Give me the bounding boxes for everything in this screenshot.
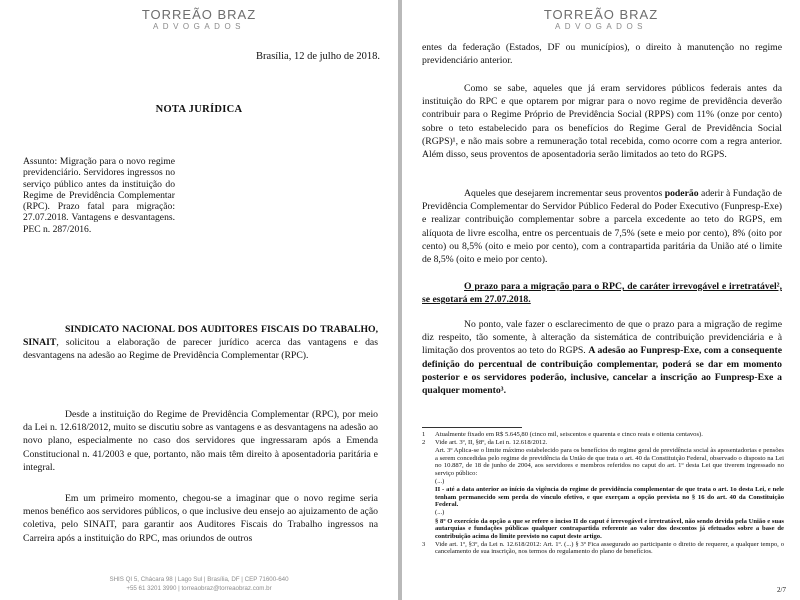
footnote-text: Vide art. 1º, §3º, da Lei n. 12.618/2012: Art. 1º. (...) § 3º Fica assegurado ao participante o direito de requerer, a qualquer tempo, o cancelamento de sua inscrição, nos termos do regulamento do plano de benefícios. [435, 540, 784, 556]
page-1 [0, 0, 398, 600]
footnote-text: Atualmente fixado em R$ 5.645,80 (cinco mil, seiscentos e quarenta e cinco reais e oitenta centavos). [435, 431, 703, 438]
page-number: 2/7 [777, 586, 786, 594]
footnote-number: 1 [422, 431, 426, 438]
paragraph-1 [23, 323, 378, 363]
paragraph-clarification [422, 318, 782, 397]
logo-name: TORREÃO BRAZ [543, 7, 659, 22]
footnote-item [422, 478, 784, 486]
deadline-text: O prazo para a migração para o RPC, de caráter irrevogável e irretratável², se esgotará em 27.07.2018. [422, 281, 782, 306]
footnote-text: § 8º O exercício da opção a que se refere o inciso II do caput é irrevogável e irretratável, não sendo devida pela União e suas autarquias e fundações públicas qualquer contrapartida referente ao valor dos descontos já efetuados sobre a base de contribuição acima do limite previsto no caput deste artigo. [435, 517, 784, 540]
footnote-number [422, 447, 435, 477]
subject-block: Assunto: Migração para o novo regime previdenciário. Servidores ingressos no serviço público antes da instituição do Regime de Previdência Complementar (RPC). Prazo fatal para migração: 27.07.2018. Vantagens e desvantagens. PEC n. 287/2016. [23, 156, 175, 235]
paragraph-funpresp-bold: poderão [664, 188, 699, 199]
paragraph-3 [23, 492, 378, 545]
document-title: NOTA JURÍDICA [155, 104, 243, 115]
paragraph-clarification-bold: A adesão ao Funpresp-Exe, com a consequente definição do percentual de contribuição complementar, poderá se dar em momento posterior e os servidores poderão, inclusive, cancelar a inscrição ao Funpresp-Exe a qualquer momento³. [422, 345, 782, 397]
logo-name: TORREÃO BRAZ [141, 7, 257, 22]
paragraph-funpresp-text-b: aderir à Fundação de Previdência Complementar do Servidor Público Federal do Poder Executivo (Funpresp-Exe) e realizar contribuição complementar sobre a parcela excedente ao teto do RGPS, em alíquota de livre escolha, entre os percentuais de 7,5% (sete e meio por cento), 8% (oito por cento) ou 8,5% (oito e meio por cento), com a contrapartida paritária da União até o limite de 8,5% (oito e meio por cento). [422, 188, 782, 266]
footnote-number: 3 [422, 540, 426, 548]
deadline-paragraph [422, 280, 782, 306]
paragraph-2-text: Desde a instituição do Regime de Previdência Complementar (RPC), por meio da Lei n. 12.618/2012, muito se discutiu sobre as vantagens e as desvantagens na adesão ao novo plano, especialmente no caso dos servidores que ingressaram após a Emenda Constitucional n. 41/2003 e que, portanto, não mais têm direito à aposentadoria paritária e integral. [23, 409, 378, 473]
footnote-text: (...) [435, 478, 445, 486]
logo-subtitle: ADVOGADOS [554, 22, 648, 31]
firm-logo [402, 8, 800, 32]
footnote-item [422, 431, 784, 439]
footnote-text: II - até a data anterior ao início da vigência do regime de previdência complementar de que trata o art. 1o desta Lei, e nele tenham permanecido sem perda do vínculo efetivo, e que exerçam a opção prevista no § 16 do art. 40 da Constituição Federal. [435, 486, 784, 509]
footer-address: SHIS QI 5, Chácara 98 | Lago Sul | Brasília, DF | CEP 71600-640 [109, 576, 289, 583]
continued-paragraph: entes da federação (Estados, DF ou municípios), o direito à manutenção no regime previdenciário anterior. [422, 42, 782, 67]
footnote-item [422, 509, 784, 517]
footnote-text: (...) [435, 509, 445, 517]
paragraph-clarification-text: No ponto, vale fazer o esclarecimento de que o prazo para a migração de regime diz respeito, tão somente, à alteração da sistemática de contribuição previdenciária e à limitação dos proventos ao teto do RGPS. [422, 319, 782, 357]
paragraph-1-text: , solicitou a elaboração de parecer jurídico acerca das vantagens e das desvantagens na adesão ao Regime de Previdência Complementar (RPC). [23, 337, 378, 362]
document-date: Brasília, 12 de julho de 2018. [256, 51, 380, 62]
page-2 [402, 0, 800, 600]
paragraph-3-text: Em um primeiro momento, chegou-se a imaginar que o novo regime seria menos benéfico aos servidores públicos, o que inclusive deu ensejo ao ajuizamento de ação coletiva, pelo SINAIT, para garantir aos Auditores Fiscais do Trabalho ingressos na Carreira após a instituição do RPC, mas oriundos de outros [23, 493, 378, 544]
footnote-item [422, 541, 784, 556]
footnote-divider [422, 427, 522, 428]
paragraph-rpps [422, 82, 782, 161]
footnote-number [422, 518, 435, 541]
paragraph-2 [23, 408, 378, 474]
paragraph-rpps-text: Como se sabe, aqueles que já eram servidores públicos federais antes da instituição do RPC e que optarem por migrar para o novo regime de previdência deverão contribuir para o Regime Próprio de Previdência Social (RPPS) com 11% (onze por cento) sobre o teto estabelecido para os benefícios do Regime Geral de Previdência Social (RGPS)¹, e não mais sobre a remuneração total recebida, como ocorre com a regra anterior. Além disso, seus proventos de aposentadoria serão limitados ao teto do RGPS. [422, 83, 782, 161]
footnote-number [422, 509, 435, 517]
footnote-number [422, 486, 435, 509]
footnote-item [422, 439, 784, 447]
logo-subtitle: ADVOGADOS [152, 22, 246, 31]
paragraph-funpresp [422, 187, 782, 266]
firm-logo [0, 8, 398, 32]
paragraph-1-bold: SINDICATO NACIONAL DOS AUDITORES FISCAIS DO TRABALHO, SINAIT [23, 324, 378, 349]
footnote-text: Vide art. 3º, II, §8º, da Lei n. 12.618/2012. [435, 439, 548, 447]
page-footer [0, 575, 398, 593]
footer-contact: +55 61 3201 3990 | torreaobraz@torreaobraz.com.br [126, 585, 272, 592]
footnote-item [422, 447, 784, 477]
footnote-item [422, 518, 784, 541]
footnote-number: 2 [422, 439, 426, 447]
footnotes [422, 431, 784, 557]
footnote-number [422, 478, 435, 486]
footnote-item [422, 486, 784, 509]
paragraph-funpresp-text-a: Aqueles que desejarem incrementar seus proventos [464, 188, 665, 199]
footnote-text: Art. 3º Aplica-se o limite máximo estabelecido para os benefícios do regime geral de previdência social às aposentadorias e pensões a serem concedidas pelo regime de previdência da União de que trata o art. 40 da Constituição Federal, observado o disposto na Lei no 10.887, de 18 de junho de 2004, aos servidores e membros referidos no caput do art. 1º desta Lei que tiverem ingressado no serviço público: [435, 447, 784, 477]
